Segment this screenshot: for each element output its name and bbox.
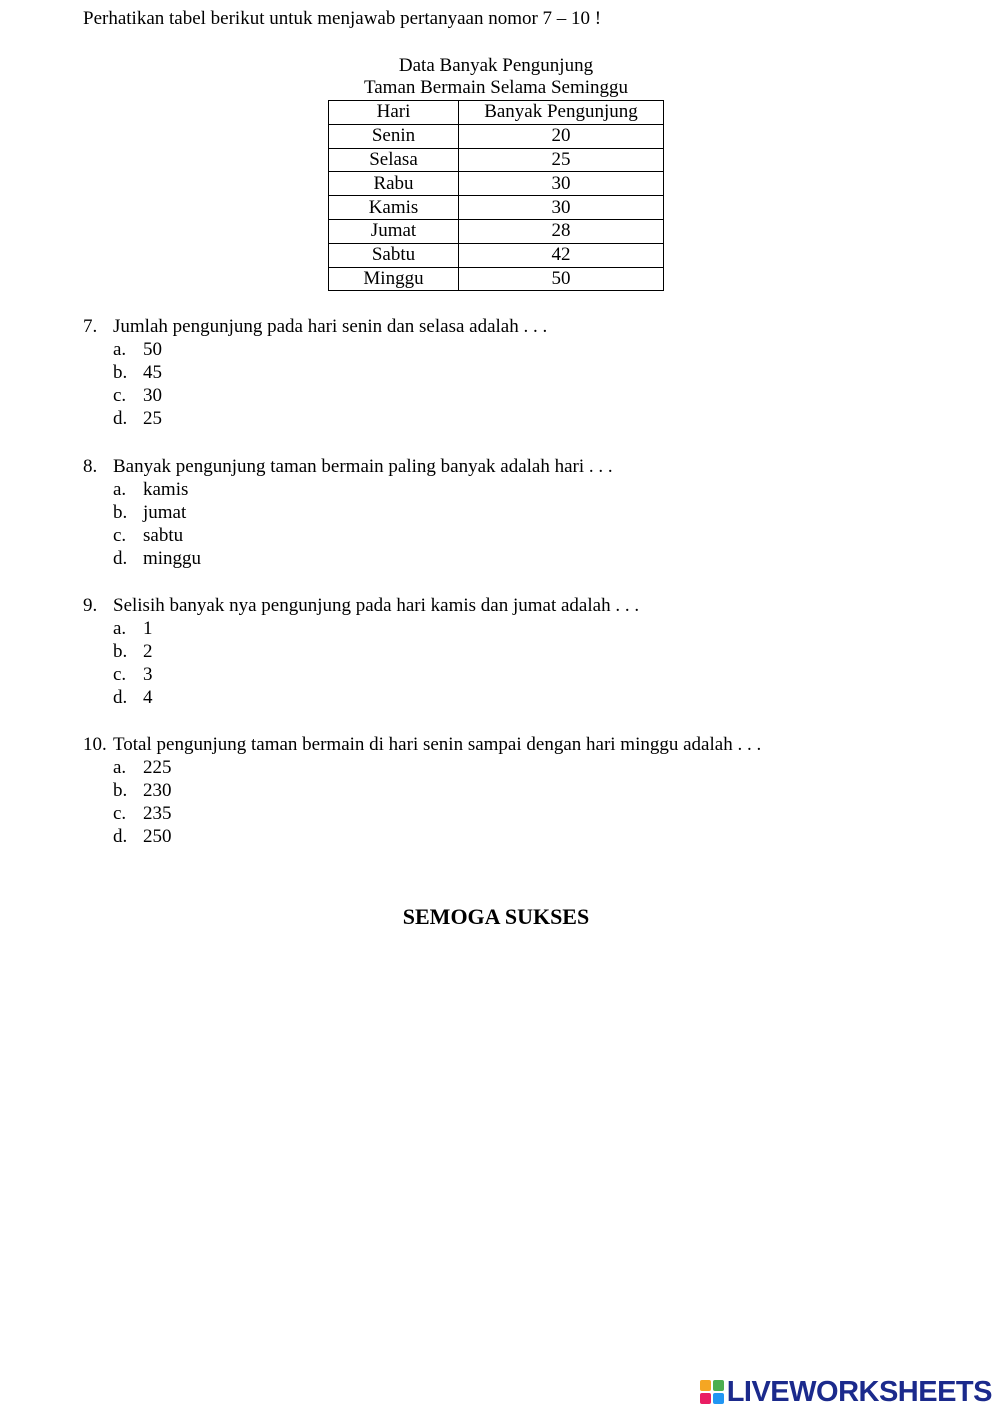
option-a[interactable] — [83, 338, 547, 361]
cell-day: Sabtu — [329, 243, 459, 267]
cell-count: 30 — [459, 196, 664, 220]
option-text: 25 — [143, 408, 162, 429]
question-text: Banyak pengunjung taman bermain paling banyak adalah hari . . . — [113, 456, 613, 477]
option-text: 1 — [143, 618, 153, 639]
option-letter: b. — [113, 641, 128, 662]
question-7 — [83, 315, 547, 430]
option-text: 50 — [143, 339, 162, 360]
option-letter: d. — [113, 548, 128, 569]
table-row — [329, 219, 664, 243]
table-row — [329, 124, 664, 148]
cell-count: 25 — [459, 148, 664, 172]
option-text: 45 — [143, 362, 162, 383]
option-letter: c. — [113, 385, 127, 406]
option-c[interactable] — [83, 663, 639, 686]
table-row — [329, 196, 664, 220]
option-letter: d. — [113, 826, 128, 847]
watermark-text: LIVEWORKSHEETS — [726, 1376, 992, 1408]
question-10 — [83, 733, 761, 848]
table-header-row — [329, 101, 664, 125]
option-b[interactable] — [83, 501, 613, 524]
option-letter: b. — [113, 362, 128, 383]
option-text: 2 — [143, 641, 153, 662]
option-text: 4 — [143, 687, 153, 708]
option-text: kamis — [143, 479, 189, 500]
table-row — [329, 172, 664, 196]
cell-count: 30 — [459, 172, 664, 196]
visitor-table — [328, 100, 664, 291]
logo-square — [700, 1393, 711, 1404]
option-text: 230 — [143, 780, 172, 801]
closing-text: SEMOGA SUKSES — [402, 904, 590, 929]
option-a[interactable] — [83, 617, 639, 640]
logo-square — [700, 1380, 711, 1391]
logo-square — [713, 1380, 724, 1391]
option-letter: c. — [113, 803, 127, 824]
option-c[interactable] — [83, 524, 613, 547]
cell-day: Selasa — [329, 148, 459, 172]
option-b[interactable] — [83, 640, 639, 663]
question-number: 10. — [83, 734, 107, 755]
table-row — [329, 267, 664, 291]
liveworksheets-logo-icon — [700, 1380, 724, 1404]
option-a[interactable] — [83, 756, 761, 779]
option-letter: c. — [113, 664, 127, 685]
table-title — [0, 55, 992, 99]
option-text: 225 — [143, 757, 172, 778]
cell-day: Senin — [329, 124, 459, 148]
option-letter: d. — [113, 687, 128, 708]
option-letter: a. — [113, 618, 127, 639]
question-9 — [83, 594, 639, 709]
option-b[interactable] — [83, 361, 547, 384]
cell-count: 28 — [459, 219, 664, 243]
option-letter: b. — [113, 502, 128, 523]
logo-square — [713, 1393, 724, 1404]
option-letter: a. — [113, 757, 127, 778]
cell-count: 42 — [459, 243, 664, 267]
option-letter: a. — [113, 479, 127, 500]
table-row — [329, 148, 664, 172]
question-8 — [83, 455, 613, 570]
header-banyak-pengunjung: Banyak Pengunjung — [459, 101, 664, 125]
cell-day: Rabu — [329, 172, 459, 196]
cell-count: 50 — [459, 267, 664, 291]
question-text: Jumlah pengunjung pada hari senin dan selasa adalah . . . — [113, 316, 548, 337]
cell-count: 20 — [459, 124, 664, 148]
question-number: 8. — [83, 456, 98, 477]
option-a[interactable] — [83, 478, 613, 501]
cell-day: Jumat — [329, 219, 459, 243]
option-d[interactable] — [83, 825, 761, 848]
liveworksheets-watermark — [700, 1377, 992, 1407]
option-letter: d. — [113, 408, 128, 429]
table-title-line2: Taman Bermain Selama Seminggu — [363, 77, 629, 98]
cell-day: Minggu — [329, 267, 459, 291]
option-letter: b. — [113, 780, 128, 801]
question-text: Selisih banyak nya pengunjung pada hari kamis dan jumat adalah . . . — [113, 595, 640, 616]
option-text: sabtu — [143, 525, 184, 546]
question-number: 7. — [83, 316, 98, 337]
option-b[interactable] — [83, 779, 761, 802]
instruction-text: Perhatikan tabel berikut untuk menjawab pertanyaan nomor 7 – 10 ! — [83, 8, 602, 29]
question-text: Total pengunjung taman bermain di hari senin sampai dengan hari minggu adalah . . . — [113, 734, 762, 755]
option-d[interactable] — [83, 407, 547, 430]
option-d[interactable] — [83, 547, 613, 570]
option-text: 235 — [143, 803, 172, 824]
option-text: 250 — [143, 826, 172, 847]
table-title-line1: Data Banyak Pengunjung — [398, 55, 594, 76]
header-hari: Hari — [329, 101, 459, 125]
option-text: jumat — [143, 502, 187, 523]
option-text: 3 — [143, 664, 153, 685]
cell-day: Kamis — [329, 196, 459, 220]
option-c[interactable] — [83, 802, 761, 825]
option-text: minggu — [143, 548, 202, 569]
option-text: 30 — [143, 385, 162, 406]
option-d[interactable] — [83, 686, 639, 709]
question-number: 9. — [83, 595, 98, 616]
table-row — [329, 243, 664, 267]
option-letter: a. — [113, 339, 127, 360]
option-c[interactable] — [83, 384, 547, 407]
option-letter: c. — [113, 525, 127, 546]
